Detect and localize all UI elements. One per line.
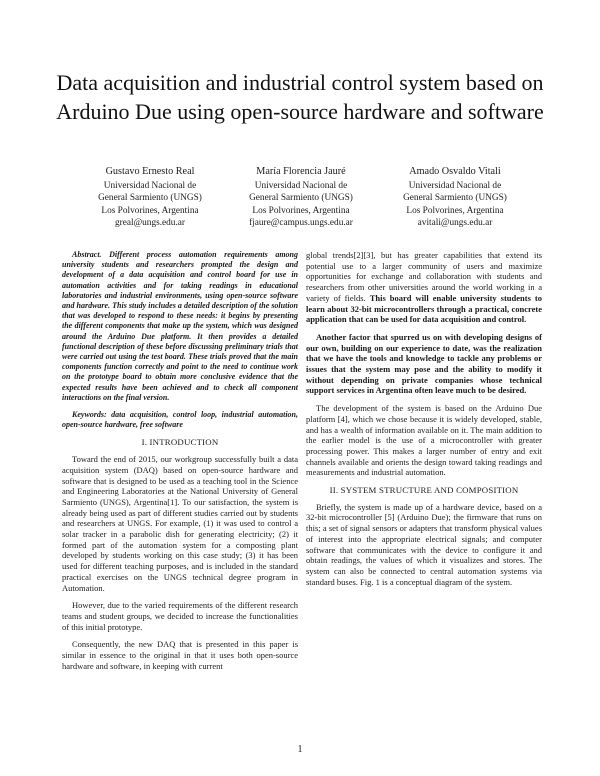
author-email: fjaure@campus.ungs.edu.ar <box>249 218 353 229</box>
keywords: Keywords: data acquisition, control loop, industrial automation, open-source hardware, free software <box>62 410 298 430</box>
author-name: Gustavo Ernesto Real <box>105 166 195 177</box>
author-block-2 <box>216 166 386 230</box>
paragraph-text: global trends[2][3], but has greater capabilities that extend its potential use to a larger community of users and maximize opportunities for exchange and collaboration with students and researchers from other universities around the world working in a variety of fields. <box>306 250 542 303</box>
paper-title: Data acquisition and industrial control system based on Arduino Due using open-source hardware and software <box>56 70 544 124</box>
page-number: 1 <box>297 744 303 755</box>
paragraph: Briefly, the system is made up of a hardware device, based on a 32-bit microcontroller [5] (Arduino Due); the firmware that runs on this; a set of signal sensors or adapters that transform physical values of interest into the appropriate electrical signals; and computer software that communicates with the device to configure it and obtain readings, the values of which it visualizes and stores. The system can also be connected to central automation systems via standard buses. Fig. 1 is a conceptual diagram of the system. <box>306 501 542 587</box>
author-location: Los Polvorines, Argentina <box>101 205 199 216</box>
paragraph: Consequently, the new DAQ that is presented in this paper is similar in essence to the original in that it uses both open-source hardware and software, in keeping with current <box>62 639 298 671</box>
paragraph-bold-text: This board will enable university students to learn about 32-bit microcontrollers through a practical, concrete application that can be used for data acquisition and control. <box>306 292 542 325</box>
section-heading-introduction: I. INTRODUCTION <box>141 437 219 448</box>
author-affiliation: General Sarmiento (UNGS) <box>403 193 507 204</box>
abstract: Abstract. Different process automation requirements among university students and researchers prompted the design and development of a data acquisition and control board for use in automation activities and for taking readings in educational laboratories and industrial environments, using open-source software and hardware. This study includes a detailed description of the solution that was developed to respond to these needs: it begins by presenting the different components that make up the system, which was designed around the Arduino Due platform. It then provides a detailed functional description of these before discussing preliminary trials that were carried out using the test board. These trials proved that the main components function correctly and point to the need to continue work on the prototype board to obtain more conclusive evidence that the expected results have been achieved and to check all component interactions on the final version. <box>62 250 298 402</box>
author-location: Los Polvorines, Argentina <box>252 205 350 216</box>
author-name: María Florencia Jauré <box>256 166 346 177</box>
author-affiliation: General Sarmiento (UNGS) <box>98 193 202 204</box>
paragraph: The development of the system is based on the Arduino Due platform [4], which we chose because it is widely developed, stable, and has a wealth of information available on it. The main addition to the earlier model is the use of a microcontroller with greater processing power. This makes a larger number of entry and exit channels available and orients the design toward taking readings and measurements and industrial automation. <box>306 403 542 478</box>
author-affiliation: Universidad Nacional de <box>103 180 197 191</box>
paragraph: Another factor that spurred us on with developing designs of our own, building on our experience to date, was the realization that we have the tools and knowledge to tackle any problems or issues that the system may pose and the ability to modify it without depending on private companies whose technical support services in Argentina often leave much to be desired. <box>306 331 542 396</box>
author-affiliation: General Sarmiento (UNGS) <box>249 193 353 204</box>
author-block-3 <box>370 166 540 230</box>
author-email: greal@ungs.edu.ar <box>115 218 185 229</box>
author-email: avitali@ungs.edu.ar <box>417 218 493 229</box>
author-block-1 <box>65 166 235 230</box>
author-name: Amado Osvaldo Vitali <box>409 166 501 177</box>
paragraph: Toward the end of 2015, our workgroup successfully built a data acquisition system (DAQ) based on open-source hardware and software that is designed to be used as a teaching tool in the Science and Engineering Laboratories at the National University of General Sarmiento (UNGS), Argentina[1]. To our satisfaction, the system is already being used as part of different studies carried out by students and researchers at UNGS. For example, (1) it was used to control a solar tracker in a parabolic dish for generating electricity; (2) it formed part of the automation system for a composting plant developed by students working on this case study; (3) it has been used for different teaching purposes, and is included in the standard practical exercises on the UNGS technical degree program in Automation. <box>62 454 298 593</box>
right-column <box>306 250 542 594</box>
paragraph <box>306 250 542 325</box>
left-column <box>62 250 298 679</box>
paragraph: However, due to the varied requirements of the different research teams and student groups, we decided to increase the functionalities of this initial prototype. <box>62 600 298 632</box>
author-affiliation: Universidad Nacional de <box>254 180 348 191</box>
author-location: Los Polvorines, Argentina <box>406 205 504 216</box>
section-heading-system-structure: II. SYSTEM STRUCTURE AND COMPOSITION <box>329 485 519 496</box>
author-affiliation: Universidad Nacional de <box>408 180 502 191</box>
